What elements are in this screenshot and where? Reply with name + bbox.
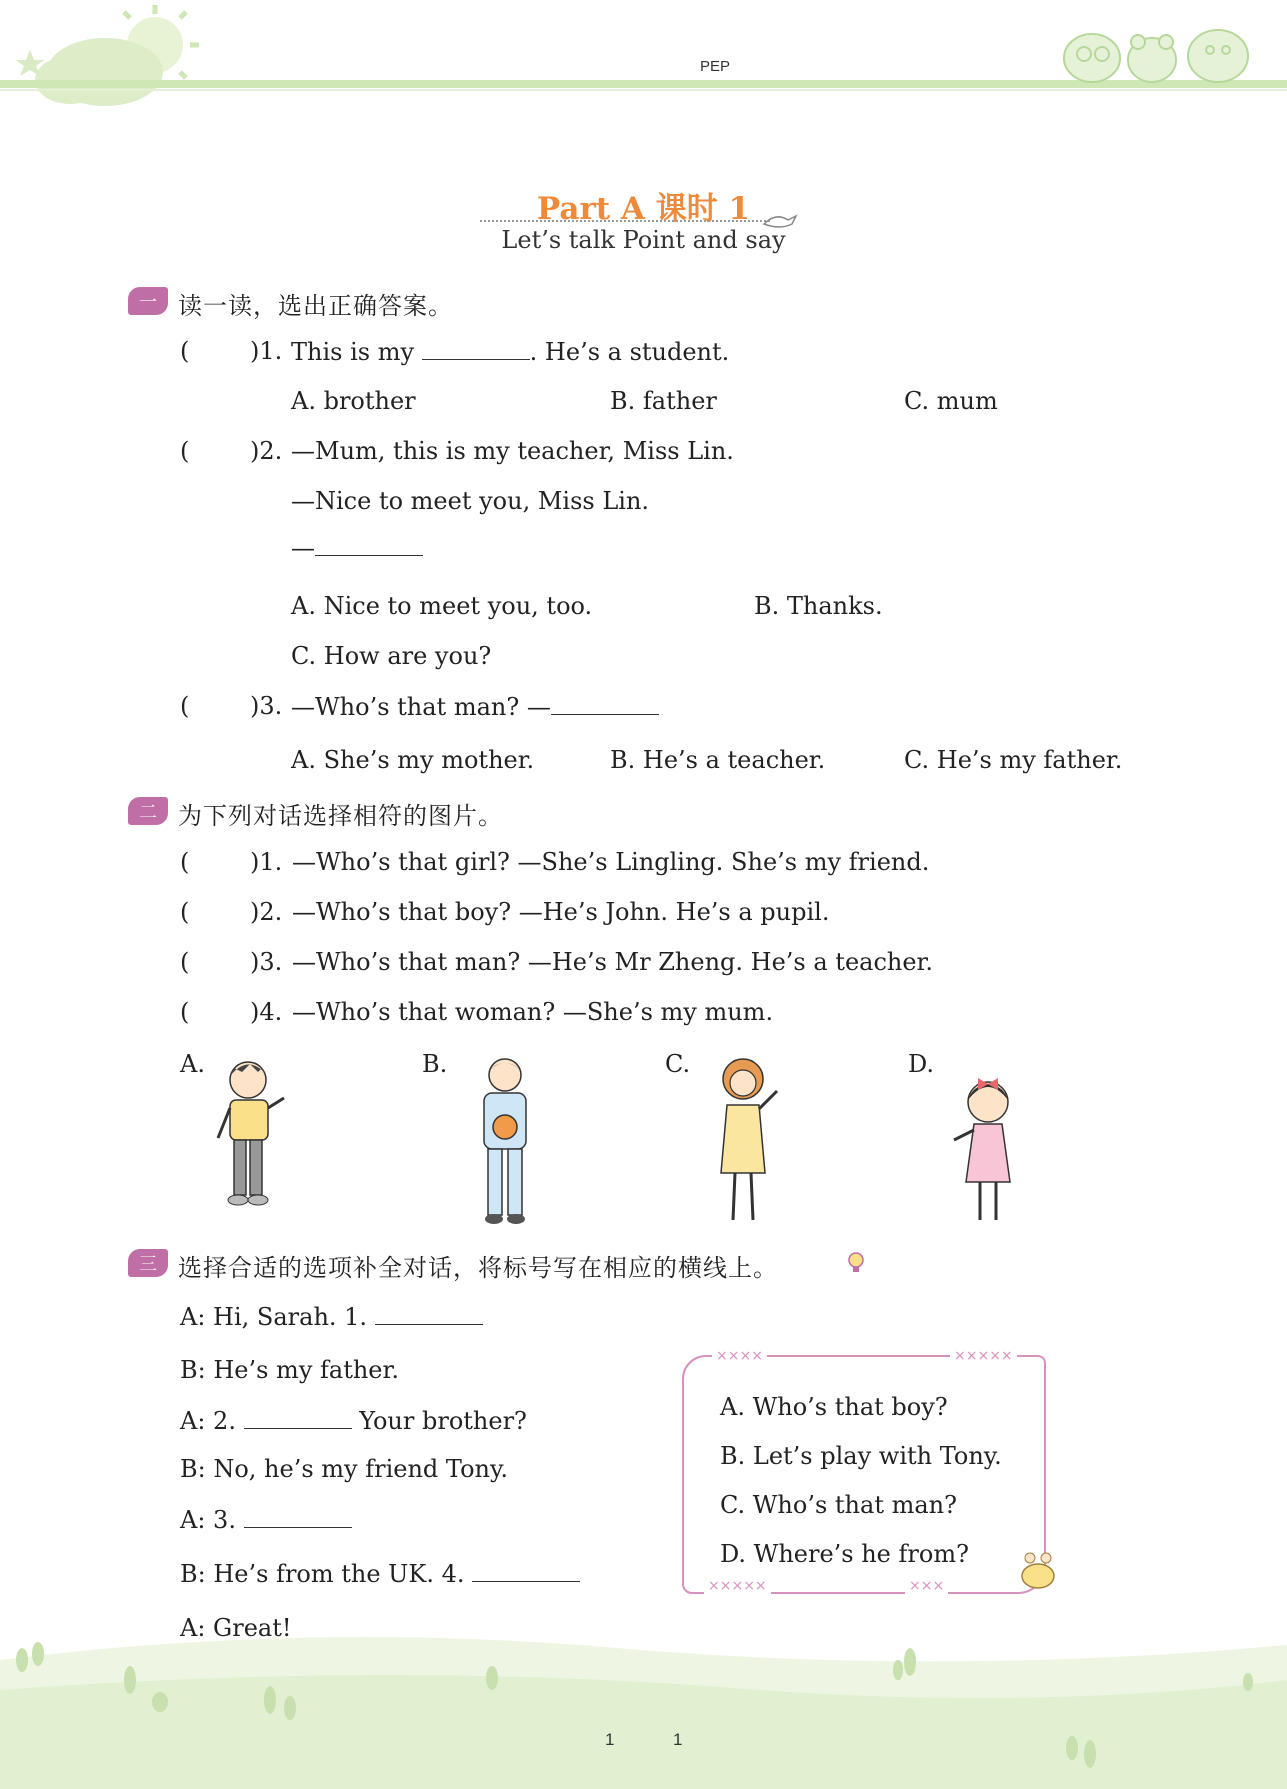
question-number: )1. — [250, 337, 283, 365]
answer-blank[interactable] — [375, 1302, 483, 1325]
question-number: )3. — [250, 948, 283, 976]
dialog-text: A: 3. — [180, 1506, 236, 1534]
dialog-line — [180, 1559, 580, 1588]
title-dotted-rule — [480, 220, 770, 222]
question-number: )4. — [250, 998, 283, 1026]
answer-blank[interactable] — [315, 533, 423, 556]
page-title: Part A 课时 1 — [536, 191, 751, 227]
page-subtitle: Let’s talk Point and say — [501, 226, 786, 254]
answer-blank[interactable] — [472, 1559, 580, 1582]
answer-blank[interactable] — [244, 1505, 352, 1528]
answer-paren[interactable]: ( — [180, 948, 190, 976]
question-text — [291, 337, 729, 366]
dialog-line: —Mum, this is my teacher, Miss Lin. — [291, 437, 734, 465]
option-item: D. Where’s he from? — [720, 1540, 969, 1568]
section-badge: 一 — [128, 287, 168, 315]
dialog-line: A: Great! — [180, 1614, 292, 1642]
man-picture — [470, 1055, 540, 1227]
q3-stem: —Who’s that man? — — [291, 693, 551, 721]
header-rule-thin — [0, 89, 1287, 91]
dialog-line — [180, 1302, 483, 1331]
dialog-line — [291, 533, 423, 562]
dialog-text: B: He’s from the UK. 4. — [180, 1560, 465, 1588]
dialog-line — [180, 1505, 352, 1534]
option-item: B. Let’s play with Tony. — [720, 1442, 1002, 1470]
cross-stitch-decoration: ×××× — [712, 1348, 767, 1364]
option-c: C. How are you? — [291, 642, 492, 670]
boy-picture — [210, 1058, 300, 1218]
answer-blank[interactable] — [244, 1406, 352, 1429]
option-b: B. Thanks. — [754, 592, 883, 620]
section-title: 为下列对话选择相符的图片。 — [178, 802, 503, 830]
option-c: C. He’s my father. — [904, 746, 1123, 774]
section-badge: 三 — [128, 1249, 168, 1277]
q1-stem-a: This is my — [291, 338, 415, 366]
dash: — — [291, 534, 315, 562]
q1-stem-b: . He’s a student. — [529, 338, 730, 366]
option-a: A. brother — [291, 387, 416, 415]
woman-picture — [705, 1055, 785, 1230]
girl-picture — [948, 1072, 1028, 1232]
page-number-right: 1 — [673, 1730, 683, 1749]
picture-label: D. — [908, 1050, 935, 1078]
question-text — [291, 692, 659, 721]
option-c: C. mum — [904, 387, 998, 415]
dialog-text: A: Hi, Sarah. 1. — [180, 1303, 368, 1331]
dialog-text: Your brother? — [351, 1407, 527, 1435]
dialog-line: —Nice to meet you, Miss Lin. — [291, 487, 650, 515]
cloud-sun-decoration — [0, 0, 210, 115]
answer-paren[interactable]: ( — [180, 898, 190, 926]
question-number: )1. — [250, 848, 283, 876]
dialog-line — [180, 1406, 527, 1435]
cross-stitch-decoration: ××× — [905, 1578, 948, 1594]
section-title: 选择合适的选项补全对话，将标号写在相应的横线上。 — [178, 1254, 778, 1282]
series-label: PEP — [700, 58, 731, 75]
option-a: A. She’s my mother. — [291, 746, 535, 774]
chick-icon — [1018, 1548, 1058, 1590]
lightbulb-icon — [846, 1250, 866, 1276]
picture-label: B. — [422, 1050, 448, 1078]
answer-paren[interactable]: ( — [180, 337, 190, 365]
answer-blank[interactable] — [422, 337, 530, 360]
answer-blank[interactable] — [551, 692, 659, 715]
section-title: 读一读，选出正确答案。 — [178, 292, 453, 320]
option-b: B. He’s a teacher. — [610, 746, 826, 774]
cartoon-animals-decoration — [1060, 20, 1260, 85]
cross-stitch-decoration: ××××× — [950, 1348, 1017, 1364]
answer-paren[interactable]: ( — [180, 848, 190, 876]
question-text: —Who’s that boy? —He’s John. He’s a pupil. — [292, 898, 830, 926]
cross-stitch-decoration: ××××× — [704, 1578, 771, 1594]
option-a: A. Nice to meet you, too. — [291, 592, 593, 620]
option-b: B. father — [610, 387, 717, 415]
question-text: —Who’s that girl? —She’s Lingling. She’s my friend. — [292, 848, 930, 876]
answer-paren[interactable]: ( — [180, 998, 190, 1026]
picture-label: A. — [180, 1050, 205, 1078]
answer-paren[interactable]: ( — [180, 692, 190, 720]
question-text: —Who’s that man? —He’s Mr Zheng. He’s a teacher. — [292, 948, 934, 976]
picture-label: C. — [665, 1050, 691, 1078]
dialog-line: B: He’s my father. — [180, 1356, 399, 1384]
dialog-text: A: 2. — [180, 1407, 236, 1435]
dialog-line: B: No, he’s my friend Tony. — [180, 1455, 508, 1483]
question-number: )2. — [250, 437, 283, 465]
answer-paren[interactable]: ( — [180, 437, 190, 465]
ground-decoration — [0, 1630, 1287, 1789]
section-badge: 二 — [128, 797, 168, 825]
option-item: A. Who’s that boy? — [720, 1393, 948, 1421]
question-number: )2. — [250, 898, 283, 926]
page-number-left: 1 — [605, 1730, 615, 1749]
question-number: )3. — [250, 692, 283, 720]
question-text: —Who’s that woman? —She’s my mum. — [292, 998, 774, 1026]
option-item: C. Who’s that man? — [720, 1491, 957, 1519]
